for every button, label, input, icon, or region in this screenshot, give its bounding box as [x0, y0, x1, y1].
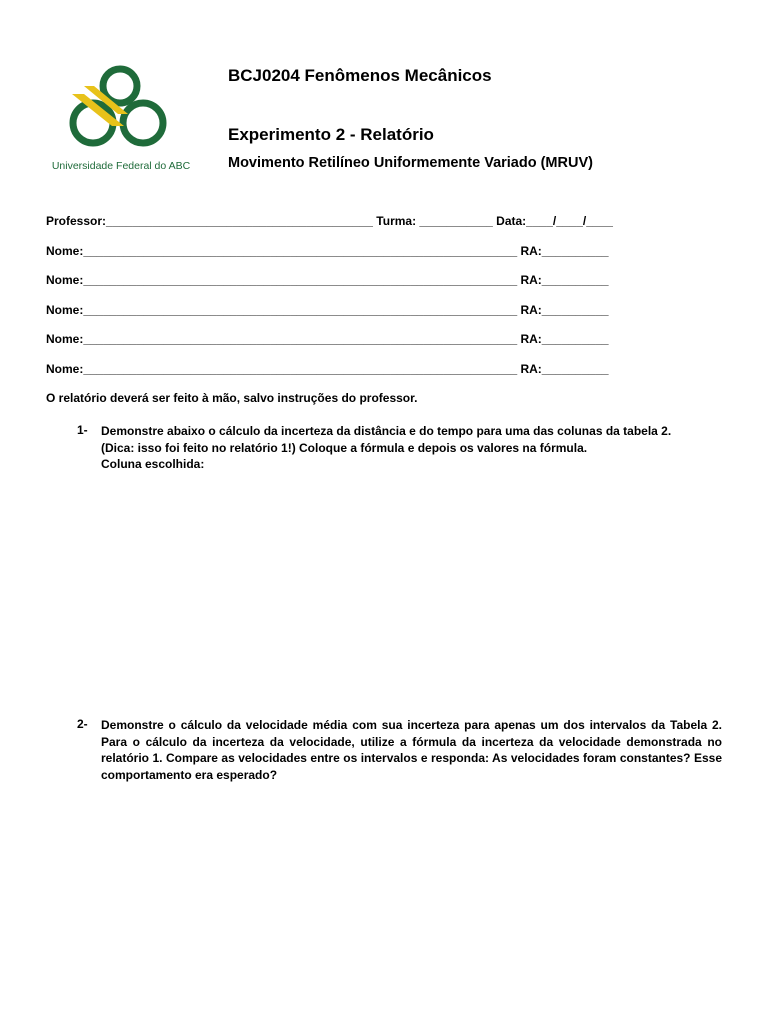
professor-line: Professor:________________________________________ Turma: ___________ Data:____/____/____ [46, 214, 613, 228]
name-line: Nome:_________________________________________________________________ RA:__________ [46, 362, 609, 376]
question-line: Demonstre abaixo o cálculo da incerteza da distância e do tempo para uma das colunas da tabela 2. [101, 424, 672, 438]
name-line: Nome:_________________________________________________________________ RA:__________ [46, 244, 609, 258]
ufabc-logo [46, 64, 196, 176]
ufabc-logo-icon [62, 64, 180, 148]
question-number: 2- [77, 717, 88, 731]
question-line: Coluna escolhida: [101, 457, 205, 471]
course-title: BCJ0204 Fenômenos Mecânicos [228, 66, 492, 85]
name-line: Nome:_________________________________________________________________ RA:__________ [46, 273, 609, 287]
question-body [101, 423, 727, 473]
experiment-subtitle: Movimento Retilíneo Uniformemente Variado (MRUV) [228, 155, 593, 171]
question-line: (Dica: isso foi feito no relatório 1!) Coloque a fórmula e depois os valores na fórmula. [101, 440, 588, 455]
handwriting-note: O relatório deverá ser feito à mão, salvo instruções do professor. [46, 391, 418, 405]
university-name: Universidade Federal do ABC [51, 160, 191, 172]
question-number: 1- [77, 423, 88, 437]
name-line: Nome:_________________________________________________________________ RA:__________ [46, 303, 609, 317]
experiment-title: Experimento 2 - Relatório [228, 125, 434, 144]
question-body: Demonstre o cálculo da velocidade média com sua incerteza para apenas um dos intervalos da Tabela 2. Para o cálculo da incerteza da velocidade, utilize a fórmula da incerteza da velocidade demonstrada no relatório 1. Compare as velocidades entre os intervalos e responda: As velocidades foram constantes? Esse comportamento era esperado? [101, 718, 722, 782]
name-line: Nome:_________________________________________________________________ RA:__________ [46, 332, 609, 346]
